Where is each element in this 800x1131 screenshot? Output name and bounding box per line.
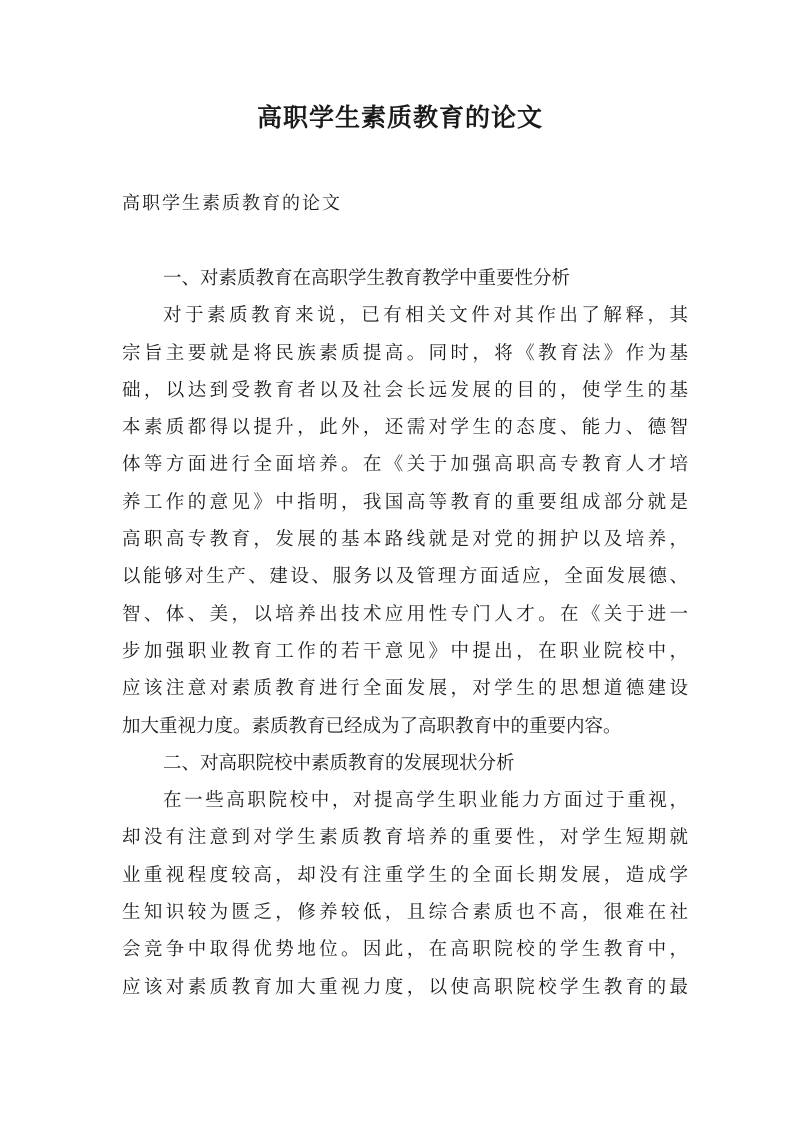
paragraph-line: 础，以达到受教育者以及社会长远发展的目的，使学生的基 bbox=[122, 379, 688, 401]
paragraph-line: 生知识较为匮乏，修养较低，且综合素质也不高，很难在社 bbox=[122, 902, 688, 924]
paragraph-line: 宗旨主要就是将民族素质提高。同时，将《教育法》作为基 bbox=[122, 342, 688, 364]
paragraph-line: 却没有注意到对学生素质教育培养的重要性，对学生短期就 bbox=[122, 827, 688, 849]
document-subtitle: 高职学生素质教育的论文 bbox=[122, 193, 342, 214]
paragraph-line: 加大重视力度。素质教育已经成为了高职教育中的重要内容。 bbox=[122, 715, 622, 737]
paragraph-line: 本素质都得以提升，此外，还需对学生的态度、能力、德智 bbox=[122, 417, 688, 439]
paragraph-line: 以能够对生产、建设、服务以及管理方面适应，全面发展德、 bbox=[122, 566, 688, 588]
paragraph-line: 在一些高职院校中，对提高学生职业能力方面过于重视， bbox=[163, 790, 688, 812]
section-heading-2: 二、对高职院校中素质教育的发展现状分析 bbox=[163, 752, 515, 774]
paragraph-line: 体等方面进行全面培养。在《关于加强高职高专教育人才培 bbox=[122, 454, 688, 476]
document-body bbox=[122, 260, 688, 1006]
paragraph-line: 养工作的意见》中指明，我国高等教育的重要组成部分就是 bbox=[122, 491, 688, 513]
paragraph-line: 应该对素质教育加大重视力度，以使高职院校学生教育的最 bbox=[122, 976, 688, 998]
document-title: 高职学生素质教育的论文 bbox=[256, 103, 543, 132]
paragraph-line: 高职高专教育，发展的基本路线就是对党的拥护以及培养， bbox=[122, 529, 688, 551]
paragraph-line: 智、体、美，以培养出技术应用性专门人才。在《关于进一 bbox=[122, 603, 688, 625]
paragraph-line: 业重视程度较高，却没有注重学生的全面长期发展，造成学 bbox=[122, 864, 688, 886]
paragraph-line: 对于素质教育来说，已有相关文件对其作出了解释，其 bbox=[163, 305, 688, 327]
paragraph-line: 会竞争中取得优势地位。因此，在高职院校的学生教育中， bbox=[122, 939, 688, 961]
paragraph-line: 步加强职业教育工作的若干意见》中提出，在职业院校中， bbox=[122, 640, 688, 662]
section-heading-1: 一、对素质教育在高职学生教育教学中重要性分析 bbox=[163, 268, 571, 289]
paragraph-line: 应该注意对素质教育进行全面发展，对学生的思想道德建设 bbox=[122, 678, 688, 700]
